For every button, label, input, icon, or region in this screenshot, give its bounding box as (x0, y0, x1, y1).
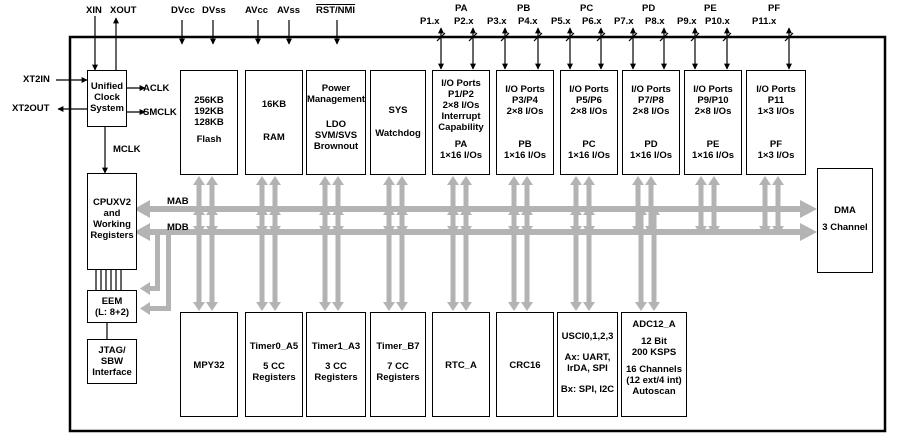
io-ports-pb-block (496, 70, 554, 175)
io-ports-pe-block (684, 70, 742, 175)
io-pe-line: 2×8 I/Os (694, 106, 732, 117)
power-management-block (306, 70, 366, 175)
adc-line: 12 Bit (641, 336, 667, 347)
io-pa-line: 2×8 I/Os (442, 100, 480, 111)
usci-line: Bx: SPI, I2C (560, 384, 615, 395)
port-group-pd: PD (642, 3, 656, 14)
io-ports-pd-block (622, 70, 680, 175)
timer1-line: Registers (314, 372, 358, 383)
io-pf-line: PF (769, 139, 783, 150)
io-ports-pf-block (746, 70, 806, 175)
io-pa-line: PA (454, 139, 468, 150)
sys-line: Watchdog (375, 128, 421, 139)
power-line: LDO (325, 119, 347, 130)
io-pd-line: 2×8 I/Os (632, 106, 670, 117)
adc-line: 200 KSPS (631, 347, 677, 358)
io-pa-line: I/O Ports (441, 78, 481, 89)
ram-line: RAM (263, 132, 285, 143)
io-pd-line: P7/P8 (638, 95, 664, 106)
io-pc-line: I/O Ports (569, 84, 609, 95)
timer0-a5-block (245, 312, 303, 417)
io-pc-line: PC (582, 139, 596, 150)
flash-line: 256KB (194, 95, 224, 106)
cpu-line: Registers (90, 230, 134, 241)
io-pf-line: P11 (767, 95, 785, 106)
jtag-sbw-block (87, 339, 137, 384)
ram-block (245, 70, 303, 175)
timerb-line: Registers (376, 372, 420, 383)
dma-block (817, 168, 873, 273)
pin-xin: XIN (86, 5, 102, 16)
io-pf-line: 1×3 I/Os (757, 106, 795, 117)
power-line: Brownout (313, 141, 359, 152)
ram-line: 16KB (261, 99, 287, 110)
port-group-pe: PE (704, 3, 717, 14)
crc16-block (496, 312, 554, 417)
adc-line: Autoscan (632, 386, 676, 397)
port-pin-p9: P9.x (677, 16, 697, 27)
eem-line: (L: 8+2) (94, 307, 130, 318)
flash-line: Flash (196, 134, 222, 145)
usci-block (557, 312, 618, 417)
mpy32-block (180, 312, 238, 417)
io-pe-line: P9/P10 (697, 95, 729, 106)
power-line: SVM/SVS (314, 130, 358, 141)
crc-line: CRC16 (509, 360, 541, 371)
ucs-line: Clock (94, 92, 120, 103)
io-pc-line: 2×8 I/Os (570, 106, 608, 117)
usci-line: IrDA, SPI (567, 363, 608, 374)
signal-smclk: SMCLK (143, 107, 177, 118)
io-pb-line: P3/P4 (512, 95, 538, 106)
io-pf-line: 1×3 I/Os (757, 150, 795, 161)
cpuxv2-block (87, 173, 137, 270)
adc-line: 16 Channels (626, 364, 682, 375)
signal-aclk: ACLK (143, 83, 170, 94)
io-pe-line: I/O Ports (693, 84, 733, 95)
io-pb-line: I/O Ports (505, 84, 545, 95)
power-line: Management (306, 94, 366, 105)
io-pe-line: PE (706, 139, 720, 150)
port-group-pb: PB (517, 3, 531, 14)
timer-b7-block (370, 312, 426, 417)
io-pa-line: 1×16 I/Os (440, 150, 482, 161)
timer1-line: Timer1_A3 (311, 341, 361, 352)
sys-line: SYS (388, 105, 408, 116)
jtag-line: SBW (100, 356, 124, 367)
adc-line: (12 ext/4 int) (626, 375, 682, 386)
port-pin-p3: P3.x (487, 16, 507, 27)
usci-line: Ax: UART, (564, 352, 611, 363)
timer0-line: Timer0_A5 (249, 341, 299, 352)
io-pb-line: 1×16 I/Os (504, 150, 546, 161)
signal-mdb: MDB (167, 222, 189, 233)
timer1-a3-block (306, 312, 366, 417)
flash-line: 192KB (194, 106, 224, 117)
rtc-line: RTC_A (445, 360, 477, 371)
port-pin-p8: P8.x (645, 16, 665, 27)
io-pa-line: Interrupt (441, 111, 481, 122)
port-pin-p2: P2.x (454, 16, 474, 27)
flash-line: 128KB (194, 117, 224, 128)
io-pb-line: 2×8 I/Os (506, 106, 544, 117)
port-pin-p4: P4.x (518, 16, 538, 27)
port-group-pc: PC (580, 3, 594, 14)
io-ports-pa-block (432, 70, 490, 175)
dma-line: DMA (834, 205, 856, 216)
flash-block (180, 70, 238, 175)
io-pe-line: 1×16 I/Os (692, 150, 734, 161)
io-ports-pc-block (560, 70, 618, 175)
port-pin-p10: P10.x (705, 16, 730, 27)
pin-xt2in: XT2IN (23, 74, 50, 85)
mpy-line: MPY32 (193, 360, 225, 371)
timerb-line: Timer_B7 (376, 341, 420, 352)
sys-watchdog-block (370, 70, 426, 175)
pin-xout: XOUT (110, 5, 137, 16)
cpu-line: and (103, 208, 121, 219)
rtc-a-block (432, 312, 490, 417)
dma-line: 3 Channel (822, 222, 868, 233)
timer0-line: 5 CC (263, 361, 285, 372)
pin-xt2out: XT2OUT (12, 103, 50, 114)
eem-block (87, 290, 137, 323)
port-pin-p6: P6.x (582, 16, 602, 27)
power-line: Power (321, 83, 351, 94)
cpu-line: Working (93, 219, 131, 230)
jtag-line: JTAG/ (98, 345, 126, 356)
io-pd-line: I/O Ports (631, 84, 671, 95)
pin-avss: AVss (277, 5, 301, 16)
timer1-line: 3 CC (325, 361, 347, 372)
timer0-line: Registers (252, 372, 296, 383)
jtag-line: Interface (92, 367, 132, 378)
io-pb-line: PB (518, 139, 532, 150)
pin-avcc: AVcc (245, 5, 269, 16)
timerb-line: 7 CC (387, 361, 409, 372)
adc-line: ADC12_A (632, 319, 676, 330)
io-pa-line: Capability (438, 122, 484, 133)
port-pin-p5: P5.x (551, 16, 571, 27)
adc12-a-block (621, 312, 687, 417)
port-pin-p7: P7.x (614, 16, 634, 27)
cpu-line: CPUXV2 (92, 197, 131, 208)
io-pf-line: I/O Ports (756, 84, 796, 95)
io-pc-line: 1×16 I/Os (568, 150, 610, 161)
io-pa-line: P1/P2 (448, 89, 474, 100)
io-pd-line: 1×16 I/Os (630, 150, 672, 161)
port-group-pf: PF (768, 3, 781, 14)
pin-dvcc: DVcc (171, 5, 195, 16)
unified-clock-system (87, 70, 127, 127)
port-pin-p11: P11.x (752, 16, 777, 27)
pin-rst-nmi: RST/NMI (316, 5, 356, 16)
port-group-pa: PA (455, 3, 468, 14)
ucs-line: System (90, 103, 124, 114)
ucs-line: Unified (90, 81, 124, 92)
io-pd-line: PD (644, 139, 658, 150)
eem-line: EEM (101, 296, 123, 307)
signal-mab: MAB (167, 196, 189, 207)
pin-dvss: DVss (202, 5, 226, 16)
signal-mclk: MCLK (113, 144, 141, 155)
port-pin-p1: P1.x (420, 16, 440, 27)
usci-line: USCI0,1,2,3 (561, 331, 614, 342)
io-pc-line: P5/P6 (576, 95, 602, 106)
